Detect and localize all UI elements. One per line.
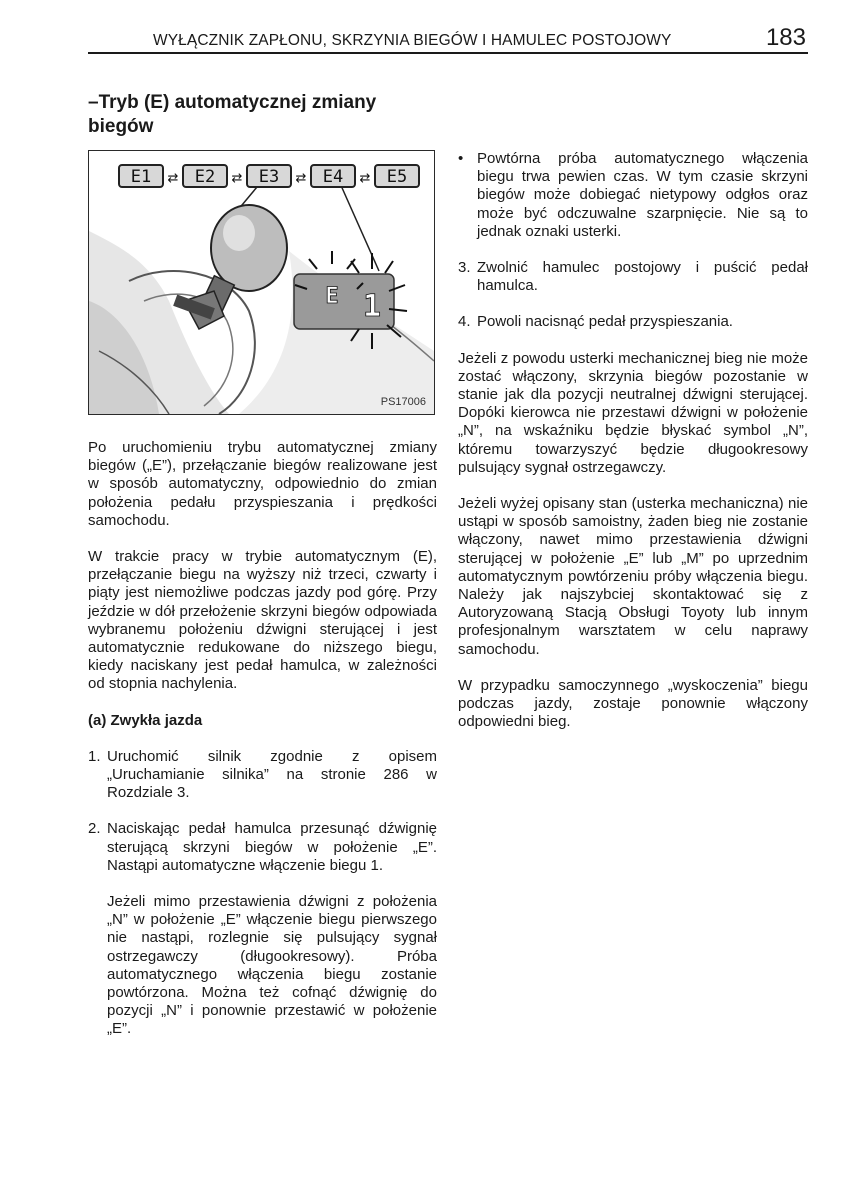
list-item-text: Naciskając pedał hamulca przesunąć dźwignię sterującą skrzyni biegów w położenie „E”. Nastąpi automatyczne włączenie biegu 1. bbox=[107, 820, 437, 874]
gear-box-e1 bbox=[119, 165, 163, 187]
list-item bbox=[88, 748, 437, 803]
list-number: 1. bbox=[88, 747, 101, 765]
paragraph: Jeżeli z powodu usterki mechanicznej bieg nie może zostać włączony, skrzynia biegów pozostanie w stanie jak dla pozycji neutralnej dźwigni sterującej. Dopóki kierowca nie przestawi dźwigni w położenie „N”, na wskaźniku będzie błyskać symbol „N”, któremu towarzyszyć będzie długookresowy pulsujący sygnał ostrzegawczy. bbox=[458, 349, 808, 476]
list-item-text: Powoli nacisnąć pedał przyspieszania. bbox=[477, 313, 733, 331]
gear-box-e4-label: E4 bbox=[322, 167, 344, 187]
gear-box-e2 bbox=[183, 165, 227, 187]
gear-box-e2-label: E2 bbox=[194, 167, 216, 187]
bullet-icon: • bbox=[458, 150, 464, 167]
list-item-text: Uruchomić silnik zgodnie z opisem „Uruchamianie silnika” na stronie 286 w Rozdziale 3. bbox=[107, 747, 437, 802]
arrow-icon: ⇄ bbox=[359, 170, 371, 185]
list-item-text: Zwolnić hamulec postojowy i puścić pedał hamulca. bbox=[477, 259, 808, 295]
arrow-icon: ⇄ bbox=[231, 170, 243, 185]
gear-box-e5-label: E5 bbox=[386, 167, 408, 187]
header-rule bbox=[88, 52, 808, 54]
display-digit: 1 bbox=[362, 289, 382, 324]
list-item-note: Jeżeli mimo przestawienia dźwigni z położenia „N” w położenie „E” włączenie biegu pierwszego nie nastąpi, rozlegnie się pulsujący sygnał ostrzegawczy (długookresowy). Próba automatycznego włączenia biegu zostanie powtórzona. Można też cofnąć dźwignię do pozycji „N” i ponownie przestawić w położenie „E”. bbox=[107, 893, 437, 1038]
list-item bbox=[458, 259, 808, 295]
paragraph: W przypadku samoczynnego „wyskoczenia” biegu podczas jazdy, zostaje ponownie włączony odpowiedni bieg. bbox=[458, 676, 808, 731]
header-title: WYŁĄCZNIK ZAPŁONU, SKRZYNIA BIEGÓW I HAMULEC POSTOJOWY bbox=[153, 32, 672, 49]
paragraph: W trakcie pracy w trybie automatycznym (E), przełączanie biegu na wyższy niż trzeci, czwarty i piąty jest niemożliwe podczas jazdy pod górę. Przy jeździe w dół przełożenie skrzyni biegów odpowiada wybranemu położeniu dźwigni sterującej i jest automatycznie redukowane do niższego biegu, kiedy naciskany jest pedał hamulca, w zależności od stopnia nachylenia. bbox=[88, 548, 437, 693]
gear-box-e3-label: E3 bbox=[258, 167, 280, 187]
gear-indicator-illustration bbox=[89, 151, 434, 414]
display-letter: E bbox=[325, 284, 339, 309]
section-title: –Tryb (E) automatycznej zmiany biegów bbox=[88, 92, 377, 137]
gear-lever-icon bbox=[173, 205, 287, 329]
paragraph: Po uruchomieniu trybu automatycznej zmiany biegów („E”), przełączanie biegów realizowane jest w sposób automatyczny, odpowiednio do zmian położenia pedału przyspieszania i prędkości samochodu. bbox=[88, 439, 437, 529]
subheading: (a) Zwykła jazda bbox=[88, 711, 203, 729]
figure-code: PS17006 bbox=[380, 396, 426, 408]
left-column bbox=[88, 91, 437, 1057]
list-number: 2. bbox=[88, 820, 101, 838]
display-panel bbox=[294, 274, 394, 329]
list-number: 4. bbox=[458, 313, 471, 331]
list-item bbox=[88, 820, 437, 1038]
list-item bbox=[458, 313, 808, 331]
page-number: 183 bbox=[765, 24, 806, 51]
gear-box-e5 bbox=[375, 165, 419, 187]
right-column bbox=[458, 150, 808, 749]
bullet-text: Powtórna próba automatycznego włączenia biegu trwa pewien czas. W tym czasie skrzyni biegów może dobiegać nietypowy odgłos oraz może być odczuwalne szarpnięcie. Nie są to jednak oznaki usterki. bbox=[477, 150, 808, 240]
figure-gear-indicator bbox=[88, 150, 435, 415]
gear-box-e1-label: E1 bbox=[130, 167, 152, 187]
list-number: 3. bbox=[458, 259, 471, 277]
page-header bbox=[88, 20, 808, 56]
gear-box-e4 bbox=[311, 165, 355, 187]
bullet-item bbox=[458, 150, 808, 241]
arrow-icon: ⇄ bbox=[295, 170, 307, 185]
paragraph: Jeżeli wyżej opisany stan (usterka mechaniczna) nie ustąpi w sposób samoistny, żaden bieg nie zostanie włączony, nawet mimo przestawienia dźwigni sterującej w położenie „E” lub „M” po uprzednim automatycznym powtórzeniu próby włączenia biegu. Należy jak najszybciej skontaktować się z Autoryzowaną Stacją Obsługi Toyoty lub innym profesjonalnym warsztatem w celu naprawy samochodu. bbox=[458, 495, 808, 658]
arrow-icon: ⇄ bbox=[167, 170, 179, 185]
gear-box-e3 bbox=[247, 165, 291, 187]
